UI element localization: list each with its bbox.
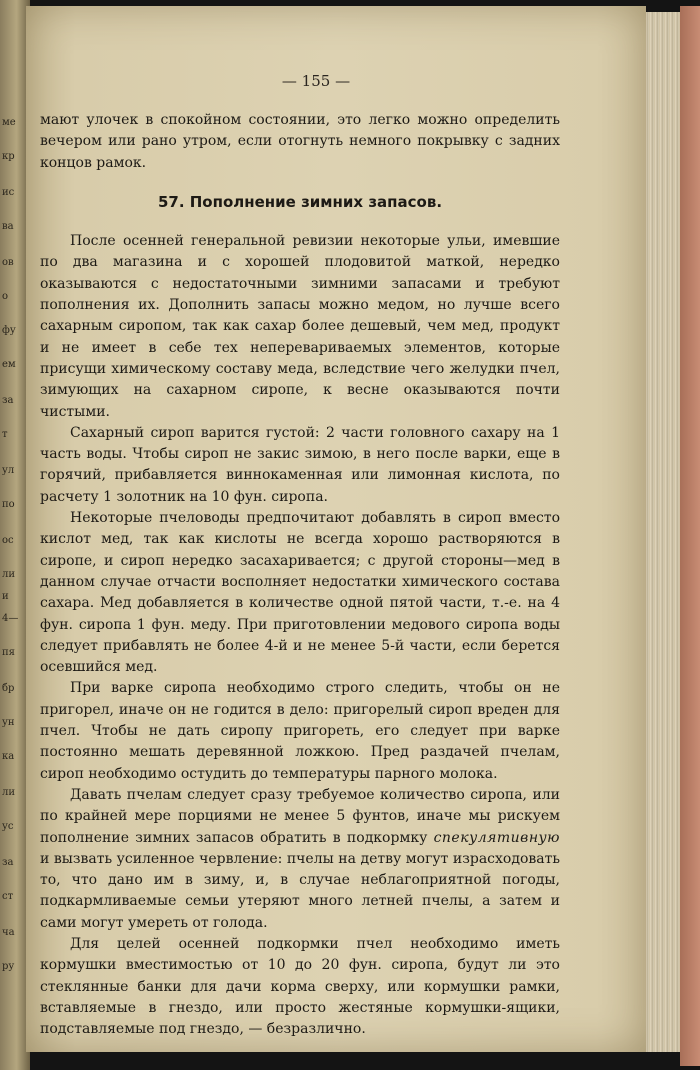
paragraph: мают улочек в спокойном состоянии, это легко можно определить вечером или рано утром, если отогнуть немного покрывку с задних концов рамок.: [40, 112, 560, 171]
paragraph: После осенней генеральной ревизии некоторые ульи, имевшие по два магазина и с хорошей плодовитой маткой, нередко оказываются с недостаточными зимними запасами и требуют пополнения их. Дополнить запасы можно медом, но лучше всего сахарным сиропом, так как сахар более дешевый, чем мед, продукт и не имеет в себе тех неперевариваемых элементов, которые присущи химическому составу меда, вследствие чего желудки пчел, зимующих на сахарном сиропе, к весне оказываются почти чистыми.: [40, 233, 560, 420]
left-page-fragment: фу: [2, 325, 16, 336]
left-page-fragment: 4—: [2, 613, 19, 624]
paragraph-text: и вызвать усиленное червление: пчелы на детву могут израсходовать то, что дано им в зиму, и, в случае неблагоприятной погоды, подкармливаемые семьи утеряют много летней пчелы, а затем и сами могут умереть от голода.: [40, 850, 560, 931]
emphasized-word: спекулятивную: [433, 829, 560, 846]
paragraph: Сахарный сироп варится густой: 2 части головного сахару на 1 часть воды. Чтобы сироп не закис зимою, в него после варки, еще в горячий, прибавляется виннокаменная или лимонная кислота, по расчету 1 золотник на 10 фун. сиропа.: [40, 424, 560, 505]
paragraph: [40, 785, 560, 934]
left-page-fragment: ме: [2, 117, 16, 128]
section-title: 57. Пополнение зимних запасов.: [157, 192, 443, 211]
left-page-fragment: ру: [2, 961, 15, 972]
left-page-fragment: ус: [2, 821, 14, 832]
left-page-fragment: ис: [2, 187, 15, 198]
paragraph: При варке сиропа необходимо строго следить, чтобы он не пригорел, иначе он не годится в дело: пригорелый сироп вреден для пчел. Чтобы не дать сиропу пригореть, его следует при варке постоянно мешать деревянной ложкою. Пред раздачей пчелам, сироп необходимо остудить до температуры парного молока.: [40, 680, 560, 782]
left-page-fragment: ст: [2, 891, 14, 902]
left-page-fragment: ул: [2, 465, 15, 476]
left-page-fragment: за: [2, 395, 14, 406]
left-page-fragment: ва: [2, 221, 14, 232]
left-page-fragment: кр: [2, 151, 15, 162]
left-page-fragment: ов: [2, 257, 14, 268]
left-page-fragment: ка: [2, 751, 15, 762]
page-text: [40, 110, 560, 1040]
paragraph-text: Давать пчелам следует сразу требуемое количество сиропа, или по крайней мере порциями не менее 5 фунтов, иначе мы рискуем пополнение зимних запасов обратить в подкормку: [40, 786, 560, 846]
left-page-fragment: о: [2, 291, 9, 302]
left-page-fragment: ун: [2, 717, 15, 728]
left-page-fragment: ча: [2, 927, 15, 938]
left-page-fragment: пя: [2, 647, 15, 658]
left-page-fragment: и: [2, 591, 9, 602]
left-page-fragment: ос: [2, 535, 14, 546]
book-cover-edge: [680, 6, 700, 1066]
page-number: — 155 —: [281, 72, 351, 90]
left-page-fragment: ли: [2, 787, 16, 798]
left-page-fragment: т: [2, 429, 8, 440]
paragraph: Для целей осенней подкормки пчел необходимо иметь кормушки вместимостью от 10 до 20 фун. сиропа, будут ли это стеклянные банки для дачи корма сверху, или кормушки рамки, вставляемые в гнездо, или просто жестяные кормушки-ящики, подставляемые под гнездо, — безразлично.: [40, 935, 560, 1038]
left-page-fragment: бр: [2, 683, 15, 694]
paragraph: Некоторые пчеловоды предпочитают добавлять в сироп вместо кислот мед, так как кислоты не всегда хорошо растворяются в сиропе, и сироп нередко засахаривается; с другой стороны—мед в данном случае отчасти восполняет недостатки химического состава сахара. Мед добавляется в количестве одной пятой части, т.-е. на 4 фун. сиропа 1 фун. меду. При приготовлении медового сиропа воды следует прибавлять не более 4-й и не менее 5-й части, если берется осевшийся мед.: [40, 510, 560, 676]
left-page-fragment: за: [2, 857, 14, 868]
left-page-fragment: ем: [2, 359, 16, 370]
left-page-fragment: по: [2, 499, 15, 510]
left-page-fragment: ли: [2, 569, 16, 580]
book-page: [26, 6, 646, 1052]
